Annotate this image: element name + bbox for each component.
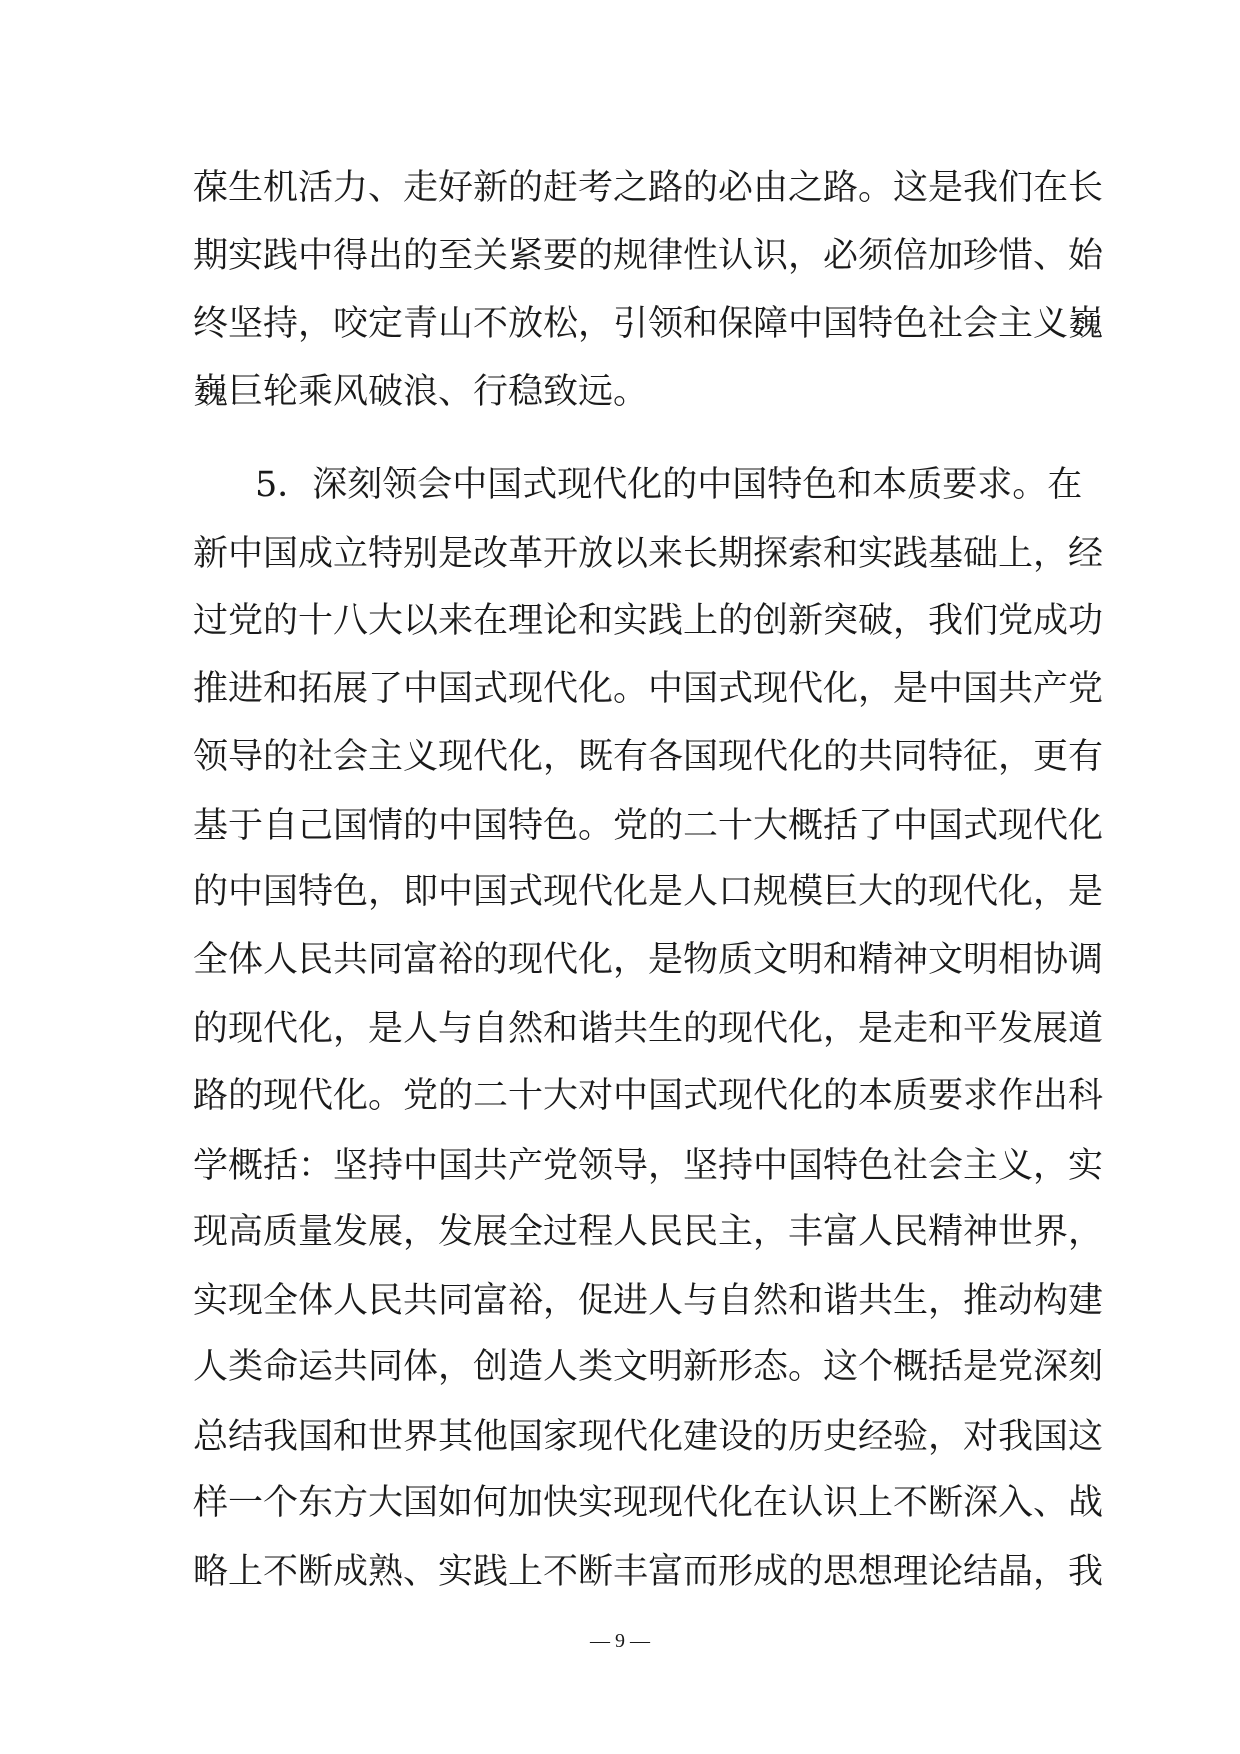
- text-line: 基于自己国情的中国特色。党的二十大概括了中国式现代化: [193, 806, 1104, 846]
- text-line: 略上不断成熟、实践上不断丰富而形成的思想理论结晶，我: [193, 1552, 1104, 1592]
- page-number: — 9 —: [590, 1630, 650, 1652]
- text-line: 学概括：坚持中国共产党领导，坚持中国特色社会主义，实: [193, 1146, 1104, 1186]
- text-line: 的中国特色，即中国式现代化是人口规模巨大的现代化，是: [193, 872, 1104, 912]
- text-line: 过党的十八大以来在理论和实践上的创新突破，我们党成功: [193, 601, 1104, 641]
- text-line: 终坚持，咬定青山不放松，引领和保障中国特色社会主义巍: [193, 304, 1104, 344]
- text-line: 5．深刻领会中国式现代化的中国特色和本质要求。在: [255, 465, 1083, 505]
- text-line: 路的现代化。党的二十大对中国式现代化的本质要求作出科: [193, 1076, 1104, 1116]
- text-line: 期实践中得出的至关紧要的规律性认识，必须倍加珍惜、始: [193, 236, 1104, 276]
- text-line: 推进和拓展了中国式现代化。中国式现代化，是中国共产党: [193, 669, 1104, 709]
- text-line: 现高质量发展，发展全过程人民民主，丰富人民精神世界，: [193, 1212, 1104, 1252]
- text-line: 领导的社会主义现代化，既有各国现代化的共同特征，更有: [193, 737, 1104, 777]
- text-line: 总结我国和世界其他国家现代化建设的历史经验，对我国这: [193, 1417, 1104, 1457]
- text-line: 实现全体人民共同富裕，促进人与自然和谐共生，推动构建: [193, 1281, 1104, 1321]
- text-line: 样一个东方大国如何加快实现现代化在认识上不断深入、战: [193, 1483, 1104, 1523]
- text-line: 葆生机活力、走好新的赶考之路的必由之路。这是我们在长: [193, 168, 1104, 208]
- text-line: 巍巨轮乘风破浪、行稳致远。: [193, 372, 649, 412]
- text-line: 全体人民共同富裕的现代化，是物质文明和精神文明相协调: [193, 940, 1104, 980]
- text-line: 的现代化，是人与自然和谐共生的现代化，是走和平发展道: [193, 1009, 1104, 1049]
- text-line: 新中国成立特别是改革开放以来长期探索和实践基础上，经: [193, 534, 1104, 574]
- text-line: 人类命运共同体，创造人类文明新形态。这个概括是党深刻: [193, 1347, 1104, 1387]
